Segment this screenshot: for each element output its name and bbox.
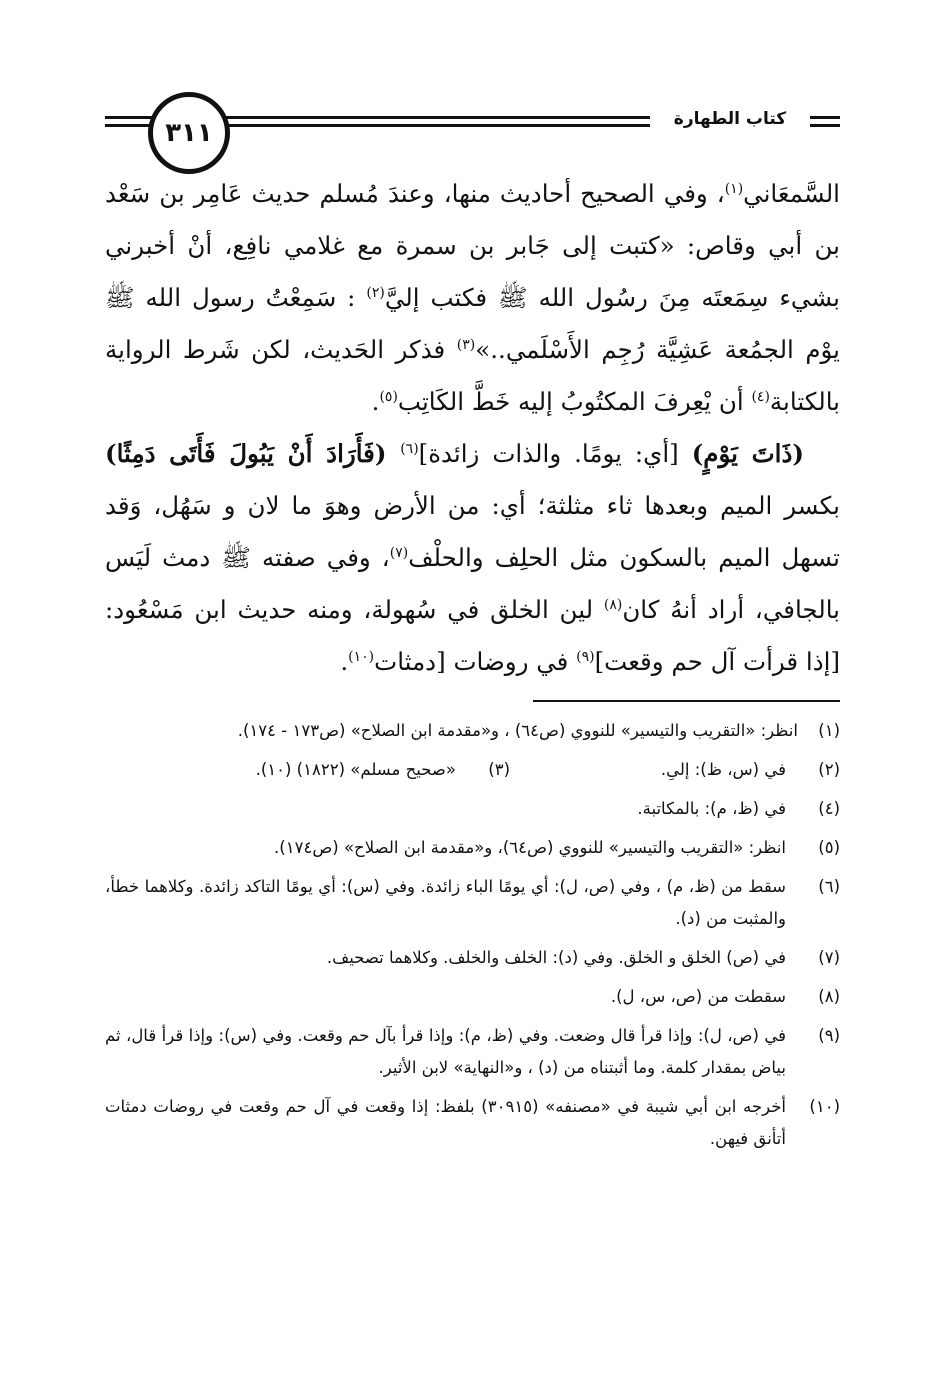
footnote-text: في (س، ظ): إلىِ.: [660, 760, 786, 779]
footnote-5: [105, 832, 840, 864]
footnote-number: (٤): [818, 799, 840, 818]
footnote-number: (٥): [818, 838, 840, 857]
text-run: أن يْعِرفَ المكتُوبُ إليه خَطَّ الكَاتِب: [397, 387, 752, 416]
footnote-number: (٨): [818, 987, 840, 1006]
footnote-divider: [533, 700, 840, 702]
text-run: لين الخلق في سُهولة، ومنه حديث ابن مَسْعُود: [إذا قرأت آل حم وقعت]: [105, 595, 840, 676]
footnote-4: [105, 793, 840, 825]
footnote-8: [105, 981, 840, 1013]
footnote-ref: (٦): [400, 440, 419, 457]
footnote-2: [510, 754, 840, 786]
header-rule: [105, 116, 153, 119]
text-run: فذكر الحَديث، لكن شَرط الرواية بالكتابة: [105, 335, 840, 416]
footnote-row: [105, 754, 840, 786]
text-run: ، وفي الصحيح أحاديث منها، وعندَ مُسلم حديث عَامِر بن سَعْد بن أبي وقاص: «كتبت إلى جَابر بن سمرة مع غلامي نافِع، أنْ أخبرني بشيء سِمَعتَه مِنَ رسُول الله ﷺ فكتب إليَّ: [105, 179, 840, 312]
footnote-number: (٩): [818, 1026, 840, 1045]
chapter-title: كتاب الطهارة: [650, 108, 810, 130]
text-run: .: [340, 647, 349, 676]
page-number: ٣١١: [148, 92, 230, 174]
footnote-ref: (١٠): [348, 648, 375, 665]
footnote-text: سقط من (ظ، م) ، وفي (ص، ل): أي يومًا الباء زائدة. وفي (س): أي يومًا التاكد زائدة. وكلاهما خطأ، والمثبت من (د).: [105, 877, 786, 928]
footnote-text: في (ظ، م): بالمكاتبة.: [637, 799, 786, 818]
footnote-number: (١): [818, 721, 840, 740]
footnote-number: (٣): [488, 760, 510, 779]
footnote-ref: (٤): [751, 388, 770, 405]
footnote-ref: (٥): [379, 388, 398, 405]
text-run: ، وفي صفته ﷺ دمث لَيَس بالجافي، أراد أنهُ كان: [105, 543, 840, 624]
header-rule: [105, 124, 153, 127]
footnote-ref: (٢): [366, 284, 385, 301]
footnote-text: في (ص، ل): وإذا قرأ قال وضعت. وفي (ظ، م): وإذا قرأ بآل حم وقعت. وفي (س): وإذا قرأ قال، ثم بياض بمقدار كلمة. وما أثبتناه من (د) ، و«النهاية» لابن الأثير.: [105, 1026, 786, 1077]
footnote-ref: (١): [724, 180, 744, 197]
page-header: [105, 92, 840, 170]
footnote-text: انظر: «التقريب والتيسير» للنووي (ص٦٤) ، و«مقدمة ابن الصلاح» (ص١٧٣ - ١٧٤).: [237, 721, 798, 740]
paragraph-2: [105, 428, 840, 688]
footnote-text: أخرجه ابن أبي شيبة في «مصنفه» (٣٠٩١٥) بلفظ: إذا وقعت في آل حم وقعت في روضات دمثات أتأنق فيهن.: [105, 1097, 786, 1148]
footnote-7: [105, 942, 840, 974]
footnote-number: (٧): [818, 948, 840, 967]
text-run: [أي: يومًا. والذات زائدة]: [418, 439, 692, 468]
header-rule: [805, 116, 840, 119]
header-rule: [805, 124, 840, 127]
footnote-ref: (٧): [389, 544, 409, 561]
footnote-text: «صحيح مسلم» (١٨٢٢) (١٠).: [255, 760, 456, 779]
footnote-9: [105, 1020, 840, 1084]
text-run: : سَمِعْتُ رسول الله ﷺ يوْم الجمُعة عَشِيَّة رُجِم الأَسْلَمي..»: [105, 283, 841, 364]
footnote-ref: (٣): [456, 336, 476, 353]
footnote-text: في (ص) الخلق و الخلق. وفي (د): الخلف والخلف. وكلاهما تصحيف.: [326, 948, 786, 967]
text-run: بكسر الميم وبعدها ثاء مثلثة؛ أي: من الأرض وهوَ ما لان و سَهُل، وَقد تسهل الميم بالسكون مثل الحلِف والحلْف: [105, 491, 840, 572]
footnote-text: انظر: «التقريب والتيسير» للنووي (ص٦٤)، و«مقدمة ابن الصلاح» (ص١٧٤).: [274, 838, 786, 857]
footnote-ref: (٩): [576, 648, 595, 665]
footnote-10: [105, 1091, 840, 1155]
hadith-quote: (فَأَرَادَ أَنْ يَبُولَ فَأَتَى دَمِثًا): [105, 439, 401, 468]
footnote-ref: (٨): [603, 596, 623, 613]
text-run: .: [371, 387, 380, 416]
text-run: في روضات [دمثات: [374, 647, 577, 676]
hadith-quote: (ذَاتَ يَوْمٍ): [691, 439, 804, 468]
footnote-1: [105, 715, 840, 747]
footnote-3: [105, 754, 510, 786]
footnote-number: (٦): [818, 877, 840, 896]
footnote-number: (١٠): [809, 1097, 840, 1116]
footnote-number: (٢): [818, 760, 840, 779]
text-run: السَّمعَاني: [743, 179, 840, 208]
paragraph-1: [105, 168, 840, 428]
main-text: [105, 168, 840, 688]
footnotes: [105, 715, 840, 1162]
footnote-6: [105, 871, 840, 935]
footnote-text: سقطت من (ص، س، ل).: [610, 987, 786, 1006]
